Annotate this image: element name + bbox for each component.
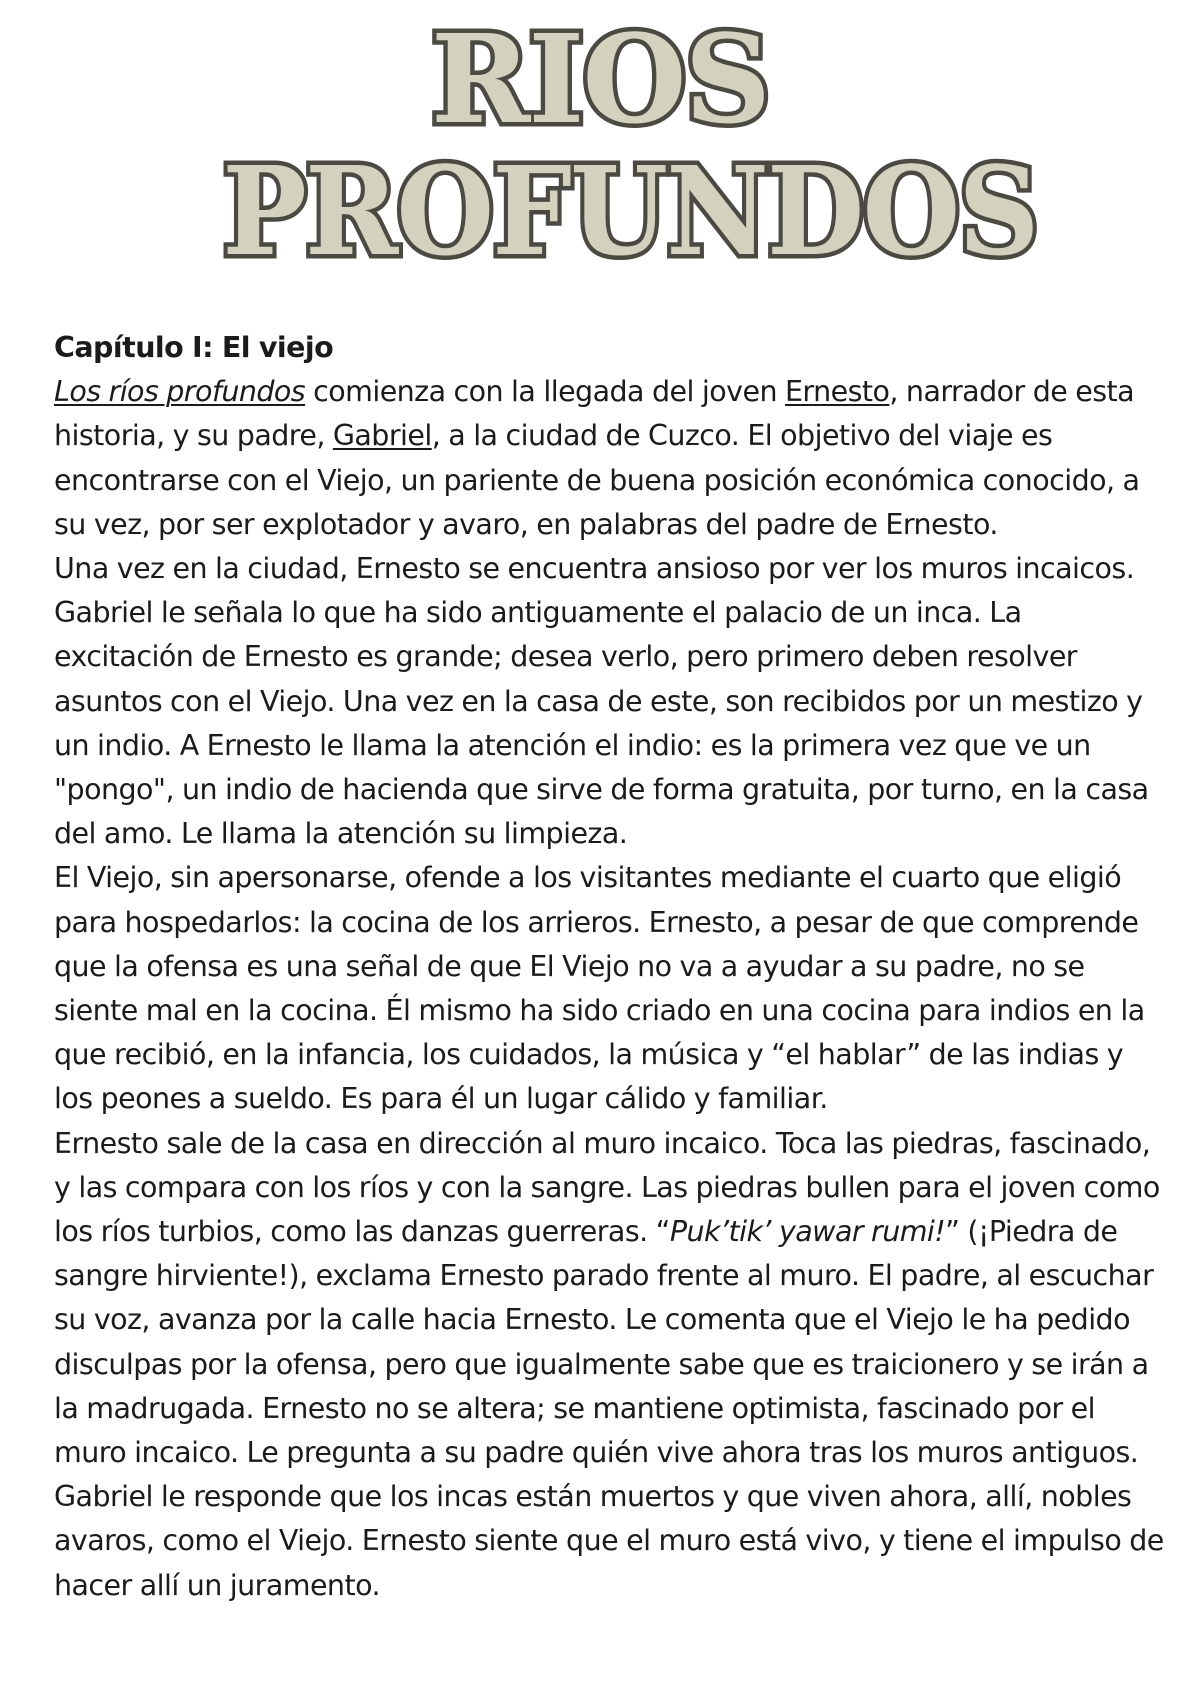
paragraph-1-text-c: , a la ciudad de Cuzco. El objetivo del viaje es encontrarse con el Viejo, un pariente de buena posición económica conocido, a su vez, por ser explotador y avaro, en palabras del padre de Ernesto. — [54, 419, 1140, 541]
book-title-link[interactable]: Los ríos profundos — [54, 375, 306, 409]
title-line-2: PROFUNDOS — [222, 139, 1038, 283]
paragraph-1 — [54, 370, 1164, 547]
paragraph-2: Una vez en la ciudad, Ernesto se encuentra ansioso por ver los muros incaicos. Gabriel le señala lo que ha sido antiguamente el palacio de un inca. La excitación de Ernesto es grande; desea verlo, pero primero deben resolver asuntos con el Viejo. Una vez en la casa de este, son recibidos por un mestizo y un indio. A Ernesto le llama la atención el indio: es la primera vez que ve un "pongo", un indio de hacienda que sirve de forma gratuita, por turno, en la casa del amo. Le llama la atención su limpieza. — [54, 552, 1149, 851]
ernesto-link[interactable]: Ernesto — [784, 375, 890, 409]
gabriel-link[interactable]: Gabriel — [332, 419, 432, 453]
document-title — [0, 7, 1200, 290]
document-body — [54, 326, 1164, 1608]
quechua-quote: Puk’tik’ yawar rumi! — [669, 1215, 946, 1249]
paragraph-4-text-a: Ernesto sale de la casa en dirección al muro incaico. Toca las piedras, fascinado, y las compara con los ríos y con la sangre. Las piedras bullen para el joven como los ríos turbios, como las danzas guerreras. “ — [54, 1126, 1160, 1249]
title-line-1: RIOS — [431, 7, 769, 151]
paragraph-1-text-a: comienza con la llegada del joven — [305, 375, 785, 409]
chapter-heading: Capítulo I: El viejo — [54, 331, 334, 364]
paragraph-4 — [54, 1122, 1164, 1608]
paragraph-4-text-b: ” (¡Piedra de sangre hirviente!), exclama Ernesto parado frente al muro. El padre, al escuchar su voz, avanza por la calle hacia Ernesto. Le comenta que el Viejo le ha pedido disculpas por la ofensa, pero que igualmente sabe que es traicionero y se irán a la madrugada. Ernesto no se altera; se mantiene optimista, fascinado por el muro incaico. Le pregunta a su padre quién vive ahora tras los muros antiguos. Gabriel le responde que los incas están muertos y que viven ahora, allí, nobles avaros, como el Viejo. Ernesto siente que el muro está vivo, y tiene el impulso de hacer allí un juramento. — [54, 1215, 1164, 1602]
paragraph-1-text-b: , narrador de esta historia, y su padre, — [54, 375, 1135, 453]
paragraph-3: El Viejo, sin apersonarse, ofende a los visitantes mediante el cuarto que eligió para hospedarlos: la cocina de los arrieros. Ernesto, a pesar de que comprende que la ofensa es una señal de que El Viejo no va a ayudar a su padre, no se siente mal en la cocina. Él mismo ha sido criado en una cocina para indios en la que recibió, en la infancia, los cuidados, la música y “el hablar” de las indias y los peones a sueldo. Es para él un lugar cálido y familiar. — [54, 861, 1145, 1116]
